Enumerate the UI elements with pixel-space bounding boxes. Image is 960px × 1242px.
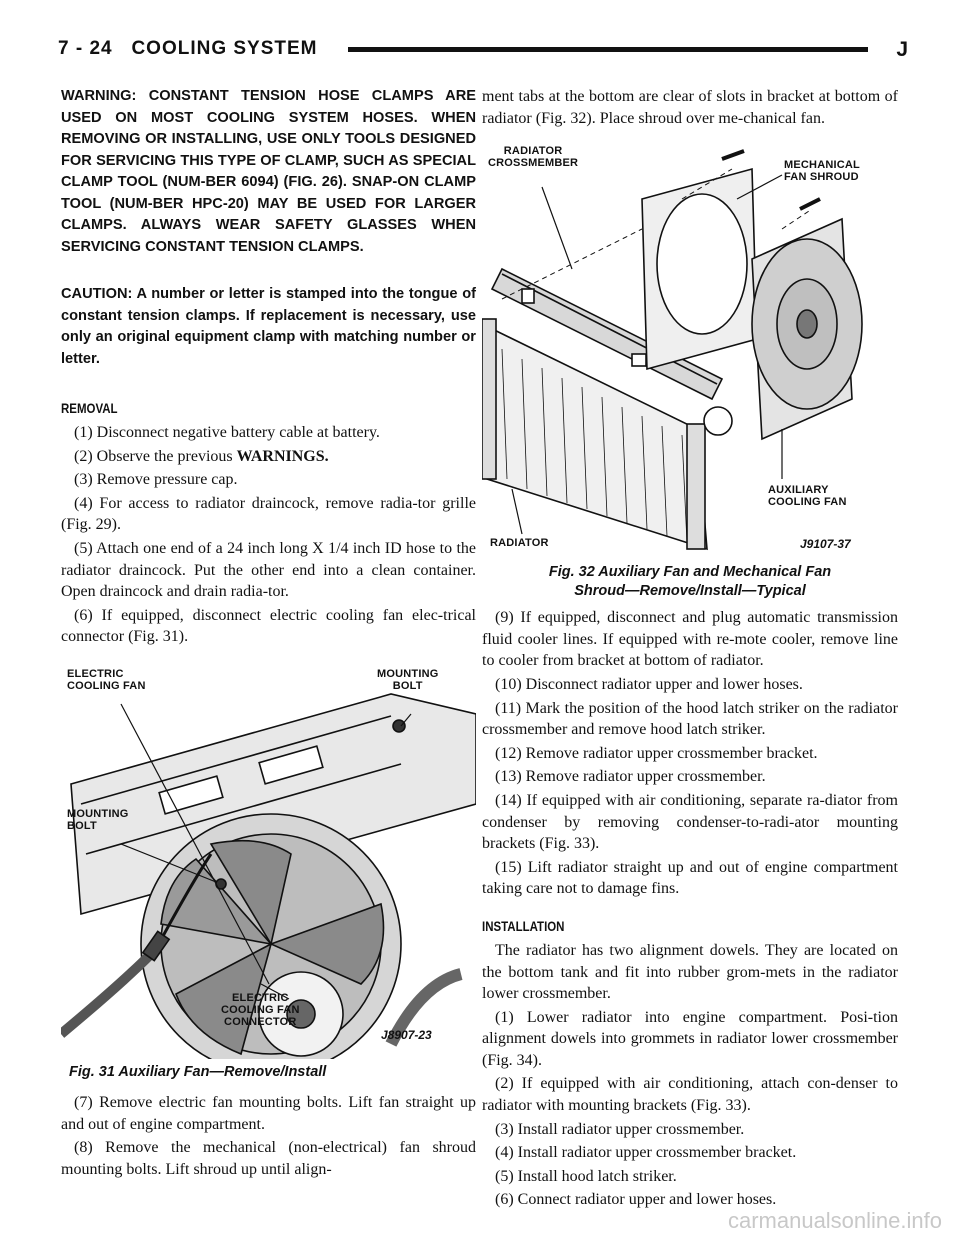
removal-step: (12) Remove radiator upper crossmember bracket.: [495, 744, 818, 762]
caution-text: CAUTION: A number or letter is stamped into the tongue of constant tension clamps. If replacement is necessary, use only an original equipment clamp with matching number or letter.: [61, 286, 476, 367]
fig31-label-mounting-bolt-left: MOUNTING BOLT: [67, 807, 129, 832]
install-step: (5) Install hood latch striker.: [495, 1167, 677, 1185]
fig32-label-aux-fan: AUXILIARY COOLING FAN: [768, 484, 847, 509]
figure-31: [61, 654, 476, 1059]
warning-text: WARNING: CONSTANT TENSION HOSE CLAMPS ARE USED ON MOST COOLING SYSTEM HOSES. WHEN REMOVING OR INSTALLING, USE ONLY TOOLS DESIGNED FOR SERVICING THIS TYPE OF CLAMP, SUCH AS SPECIAL CLAMP TOOL (NUM-BER 6094) (FIG. 26). SNAP-ON CLAMP TOOL (NUM-BER HPC-20) MAY BE USED FOR LARGER CLAMPS. ALWAYS WEAR SAFETY GLASSES WHEN SERVICING CONSTANT TENSION CLAMPS.: [61, 88, 476, 255]
installation-heading: INSTALLATION: [482, 917, 565, 934]
fig31-label-electric-fan: ELECTRIC COOLING FAN: [67, 667, 146, 692]
page-header: [58, 36, 908, 62]
fig32-code: J9107-37: [800, 537, 851, 552]
removal-step: (15) Lift radiator straight up and out of engine compartment taking care not to damage fins.: [482, 858, 898, 898]
removal-step: (14) If equipped with air conditioning, separate ra-diator from condenser by removing condenser-to-radi-ator mounting brackets (Fig. 33).: [482, 791, 898, 853]
install-step: (3) Install radiator upper crossmember.: [495, 1120, 745, 1138]
removal-step: (6) If equipped, disconnect electric cooling fan elec-trical connector (Fig. 31).: [61, 606, 476, 646]
fig32-label-shroud: MECHANICAL FAN SHROUD: [784, 159, 860, 184]
removal-step: (5) Attach one end of a 24 inch long X 1/4 inch ID hose to the radiator draincock. Put the other end into a clean container. Open draincock and drain radia-tor.: [61, 539, 476, 601]
fig31-code: J8907-23: [381, 1027, 432, 1042]
fig32-label-radiator: RADIATOR: [490, 537, 549, 550]
removal-step: (4) For access to radiator draincock, remove radia-tor grille (Fig. 29).: [61, 494, 476, 534]
left-column: [61, 86, 476, 1182]
fig32-caption-line2: Shroud—Remove/Install—Typical: [574, 583, 806, 600]
figure-32: [482, 139, 898, 557]
removal-step: (9) If equipped, disconnect and plug automatic transmission fluid cooler lines. If equipped with re-mote cooler, remove line to cooler from bracket at bottom of radiator.: [482, 609, 898, 670]
removal-step: (7) Remove electric fan mounting bolts. Lift fan straight up and out of engine compartment.: [61, 1093, 476, 1133]
fig32-label-crossmember: RADIATOR CROSSMEMBER: [488, 145, 579, 170]
page-number-and-section: 7 - 24 COOLING SYSTEM: [58, 38, 318, 59]
fig31-label-connector: ELECTRIC COOLING FAN CONNECTOR: [221, 991, 300, 1028]
right-column: [482, 86, 898, 1213]
removal-step: (2) Observe the previous WARNINGS.: [74, 447, 329, 465]
continued-text: ment tabs at the bottom are clear of slots in bracket at bottom of radiator (Fig. 32). Place shroud over me-chanical fan.: [482, 88, 898, 127]
install-step: (2) If equipped with air conditioning, attach con-denser to radiator with mounting brackets (Fig. 33).: [482, 1075, 898, 1115]
fig32-caption-line1: Fig. 32 Auxiliary Fan and Mechanical Fan: [548, 564, 832, 581]
fig31-caption: Fig. 31 Auxiliary Fan—Remove/Install: [69, 1063, 327, 1080]
install-step: (6) Connect radiator upper and lower hoses.: [495, 1191, 777, 1209]
header-rule: [348, 47, 868, 52]
header-mark: J: [896, 38, 908, 61]
removal-step: (8) Remove the mechanical (non-electrical) fan shroud mounting bolts. Lift shroud up until align-: [61, 1139, 476, 1178]
removal-step: (10) Disconnect radiator upper and lower hoses.: [495, 675, 803, 693]
removal-step: (11) Mark the position of the hood latch striker on the radiator crossmember and remove hood latch striker.: [482, 699, 898, 739]
removal-step: (3) Remove pressure cap.: [74, 471, 238, 489]
fig31-label-mounting-bolt-top: MOUNTING BOLT: [377, 667, 439, 692]
removal-step: (1) Disconnect negative battery cable at battery.: [74, 424, 380, 441]
watermark: carmanualsonline.info: [727, 1208, 942, 1233]
install-step: (1) Lower radiator into engine compartment. Posi-tion alignment dowels into grommets in radiator lower crossmember (Fig. 34).: [482, 1008, 898, 1069]
install-step: (4) Install radiator upper crossmember bracket.: [495, 1144, 797, 1162]
removal-heading: REMOVAL: [61, 400, 118, 416]
removal-step: (13) Remove radiator upper crossmember.: [495, 768, 766, 786]
install-intro: The radiator has two alignment dowels. They are located on the bottom tank and fit into rubber grom-mets in the radiator lower crossmember.: [482, 941, 898, 1003]
